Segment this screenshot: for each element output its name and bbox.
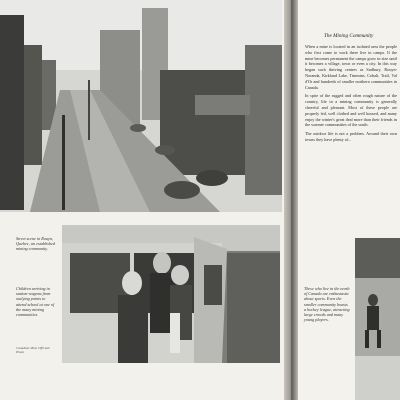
outdoor-rink-photo — [355, 238, 400, 400]
paragraph: The outdoor life is not a problem. Around their own towns they have plenty of... — [305, 131, 397, 142]
rink-caption: These who live in the north of Canada are enthusiastic about sports. Even the smaller community boasts a hockey league, attracting large crowds and many young players. — [304, 286, 350, 323]
paragraph: In spite of the rugged and often rough nature of the country, life in a mining community is generally cheerful and pleasant. Most of these people are properly fed, well clothed and well housed, and many enjoy the winter's great deal more than their friends in the warmer communities of the south. — [305, 93, 397, 128]
station-wagon-drawing — [62, 225, 280, 363]
rink-drawing — [355, 238, 400, 400]
children-caption: Children arriving in station-wagons from outlying points to attend school at one of the many mining communities. — [16, 286, 55, 318]
children-station-wagon-photo — [62, 225, 280, 363]
section-title: The Mining Community — [324, 33, 374, 39]
paragraph: When a mine is located in an isolated area the people who first come to work there live in camps. If the mine becomes permanent the camps grow in size until it becomes a village, town or even a city. In this way began such thriving centres as Sudbury, Rouyn-Noranda, Kirkland Lake, Timmins, Cobalt, Trail, Val d'Or and hundreds of smaller northern communities in Canada. — [305, 44, 397, 90]
street-scene-drawing — [0, 0, 282, 212]
street-scene-photo — [0, 0, 282, 212]
photo-credit: Canadian Mine Officials Photo — [16, 346, 50, 355]
binding-gutter — [284, 0, 298, 400]
article-body — [305, 44, 397, 143]
street-caption: Street scene in Rouyn, Quebec, an established mining community. — [16, 236, 55, 252]
